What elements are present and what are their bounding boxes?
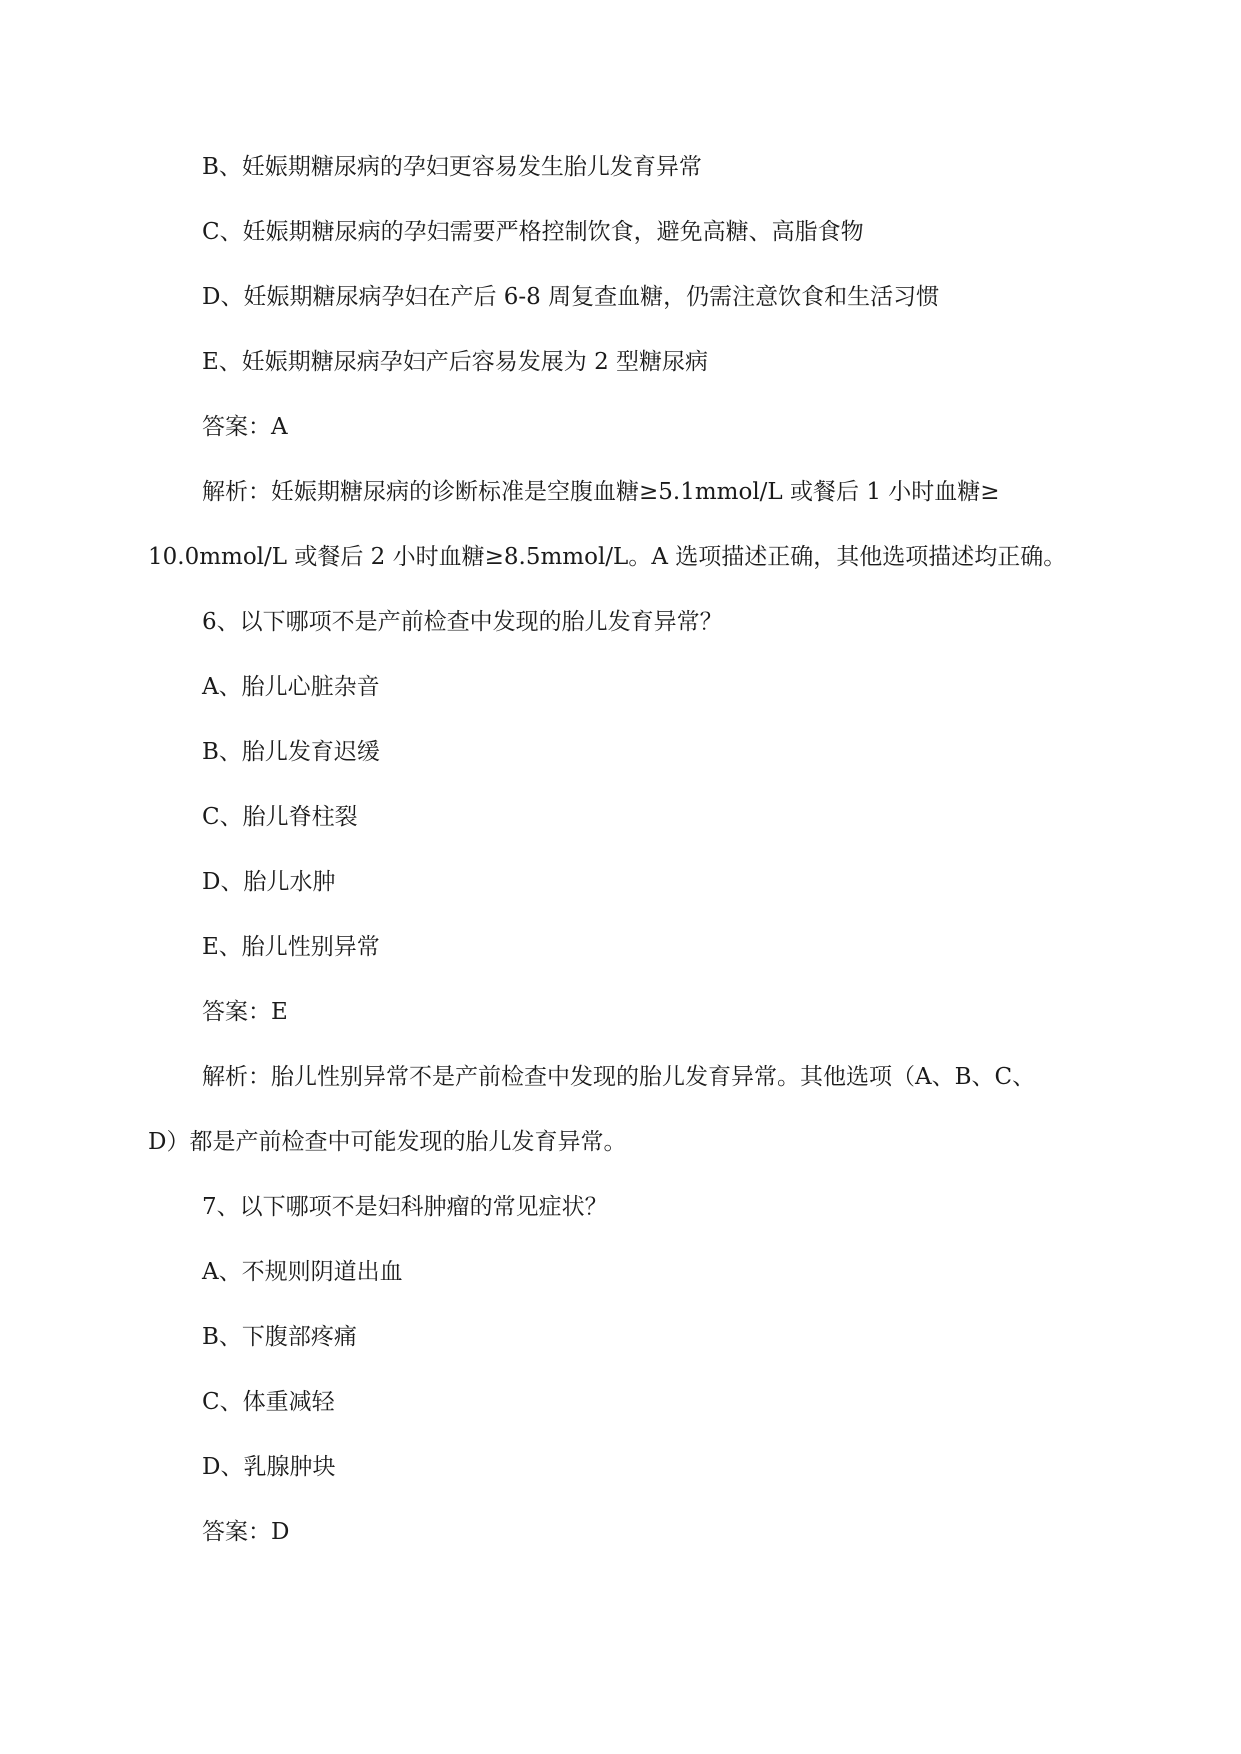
option-line: C、体重减轻: [202, 1389, 335, 1415]
option-line: D、乳腺肿块: [202, 1454, 336, 1480]
option-line: E、胎儿性别异常: [202, 934, 380, 960]
option-line: B、胎儿发育迟缓: [202, 739, 380, 765]
option-line: D、妊娠期糖尿病孕妇在产后 6-8 周复查血糖，仍需注意饮食和生活习惯: [202, 284, 940, 310]
option-line: A、不规则阴道出血: [202, 1259, 403, 1285]
question-line: 7、以下哪项不是妇科肿瘤的常见症状？: [202, 1194, 608, 1220]
option-line: A、胎儿心脏杂音: [202, 674, 380, 700]
option-line: D、胎儿水肿: [202, 869, 336, 895]
option-line: C、胎儿脊柱裂: [202, 804, 358, 830]
option-line: E、妊娠期糖尿病孕妇产后容易发展为 2 型糖尿病: [202, 349, 709, 375]
explanation-line-continued: D）都是产前检查中可能发现的胎儿发育异常。: [148, 1129, 627, 1155]
option-line: C、妊娠期糖尿病的孕妇需要严格控制饮食，避免高糖、高脂食物: [202, 219, 864, 245]
explanation-line-continued: 10.0mmol/L 或餐后 2 小时血糖≥8.5mmol/L。A 选项描述正确，其他选项描述均正确。: [148, 544, 1067, 570]
question-line: 6、以下哪项不是产前检查中发现的胎儿发育异常？: [202, 609, 723, 635]
answer-line: 答案：D: [202, 1519, 290, 1545]
answer-line: 答案：A: [202, 414, 288, 440]
explanation-line: 解析：胎儿性别异常不是产前检查中发现的胎儿发育异常。其他选项（A、B、C、: [202, 1064, 1036, 1090]
explanation-line: 解析：妊娠期糖尿病的诊断标准是空腹血糖≥5.1mmol/L 或餐后 1 小时血糖≥: [202, 479, 1000, 505]
option-line: B、下腹部疼痛: [202, 1324, 357, 1350]
option-line: B、妊娠期糖尿病的孕妇更容易发生胎儿发育异常: [202, 154, 702, 180]
answer-line: 答案：E: [202, 999, 288, 1025]
